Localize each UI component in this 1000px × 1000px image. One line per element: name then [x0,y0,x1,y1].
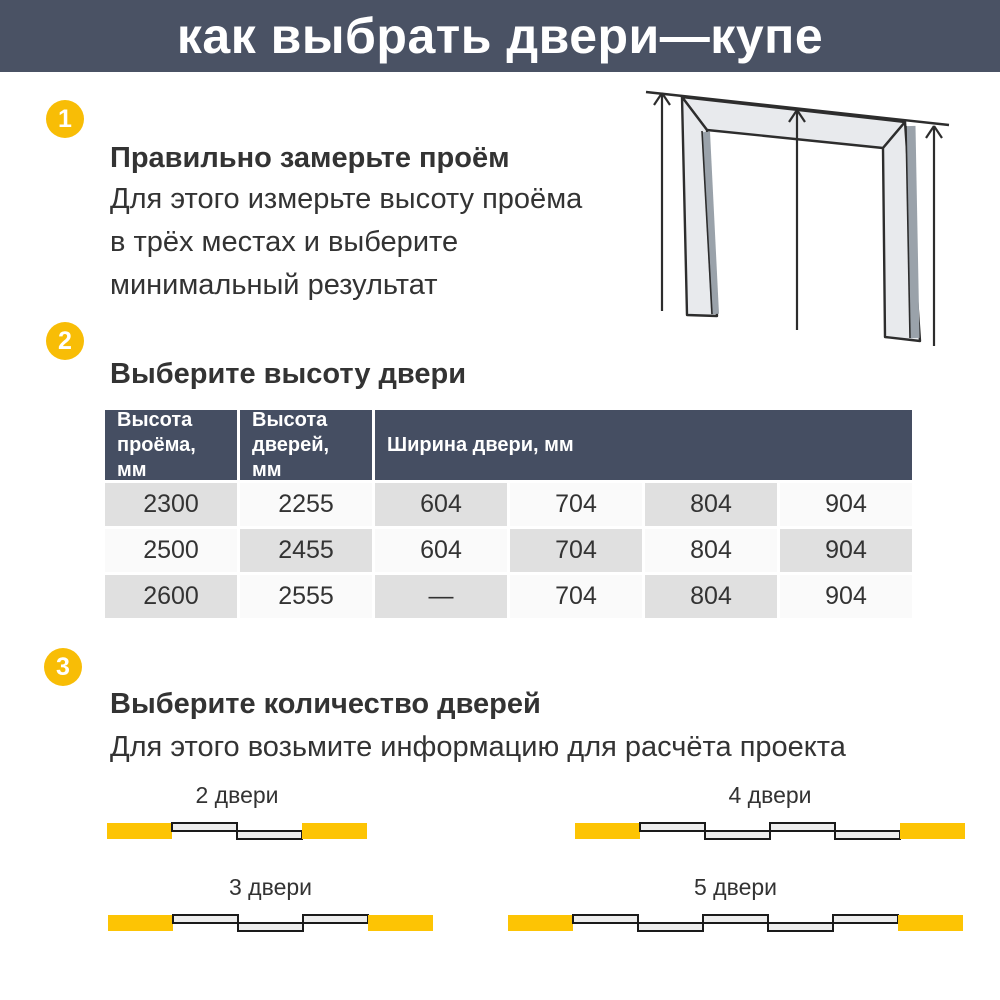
table-cell: — [375,575,507,618]
door-panel [237,922,304,932]
wall-segment [368,915,433,931]
table-cell: 804 [645,575,777,618]
door-panel [834,830,901,840]
table-cell: 704 [510,529,642,572]
step-1-badge: 1 [46,100,84,138]
col-header-door-width: Ширина двери, мм [375,410,912,480]
step-1-heading: Правильно замерьте проём [110,142,510,174]
step-1-line-1: Для этого измерьте высоту проёма [110,183,583,215]
door-panel [639,822,706,832]
wall-segment [302,823,367,839]
step-1-line-2: в трёх местах и выберите [110,226,459,258]
step-3-line-1: Для этого возьмите информацию для расчёта проекта [110,731,846,763]
table-cell: 604 [375,483,507,526]
table-cell: 2455 [240,529,372,572]
door-panel [637,922,704,932]
wall-segment [900,823,965,839]
door-count-label: 5 двери [694,874,777,900]
title-bar [0,0,1000,72]
wall-segment [508,915,573,931]
door-layout-schematic [107,822,367,842]
measure-arrow-center [789,110,805,330]
door-count-diagram-4 [575,782,965,842]
table-cell: 804 [645,483,777,526]
table-cell: 904 [780,529,912,572]
col-header-door-height: Высота дверей, мм [240,410,372,480]
frame-right-strip [911,126,915,338]
table-cell: 704 [510,483,642,526]
step-2-badge: 2 [46,322,84,360]
measure-arrow-left [654,93,670,311]
door-layout-schematic [575,822,965,842]
door-panel [236,830,303,840]
door-count-diagram-3 [108,874,433,934]
step-1-line-3: минимальный результат [110,269,438,301]
door-height-table [105,410,912,618]
step-3-heading: Выберите количество дверей [110,688,541,720]
door-layout-schematic [508,914,963,934]
door-panel [572,914,639,924]
wall-segment [898,915,963,931]
step-1-text [110,178,582,307]
table-cell: 2600 [105,575,237,618]
door-count-label: 4 двери [728,782,812,808]
table-cell: 2500 [105,529,237,572]
door-panel [704,830,771,840]
table-cell: 2255 [240,483,372,526]
col-header-opening-height: Высота проёма, мм [105,410,237,480]
door-panel [767,922,834,932]
table-cell: 2300 [105,483,237,526]
door-panel [702,914,769,924]
wall-segment [575,823,640,839]
table-cell: 904 [780,483,912,526]
table-cell: 904 [780,575,912,618]
table-cell: 804 [645,529,777,572]
table-cell: 704 [510,575,642,618]
table-cell: 604 [375,529,507,572]
step-3-badge: 3 [44,648,82,686]
wall-segment [107,823,172,839]
door-panel [832,914,899,924]
page-title: как выбрать двери—купе [176,8,824,64]
door-count-label: 3 двери [229,874,312,900]
door-count-diagram-5 [508,874,963,934]
step-2-heading: Выберите высоту двери [110,358,467,390]
door-frame-measure-diagram [628,84,960,356]
door-panel [172,914,239,924]
door-layout-schematic [108,914,433,934]
door-panel [302,914,369,924]
wall-segment [108,915,173,931]
door-panel [769,822,836,832]
door-count-diagram-2 [107,782,367,842]
door-count-label: 2 двери [195,782,279,808]
frame-top-band [682,97,905,148]
door-panel [171,822,238,832]
measure-arrow-right [926,126,942,346]
step-3-text [110,726,846,769]
table-cell: 2555 [240,575,372,618]
